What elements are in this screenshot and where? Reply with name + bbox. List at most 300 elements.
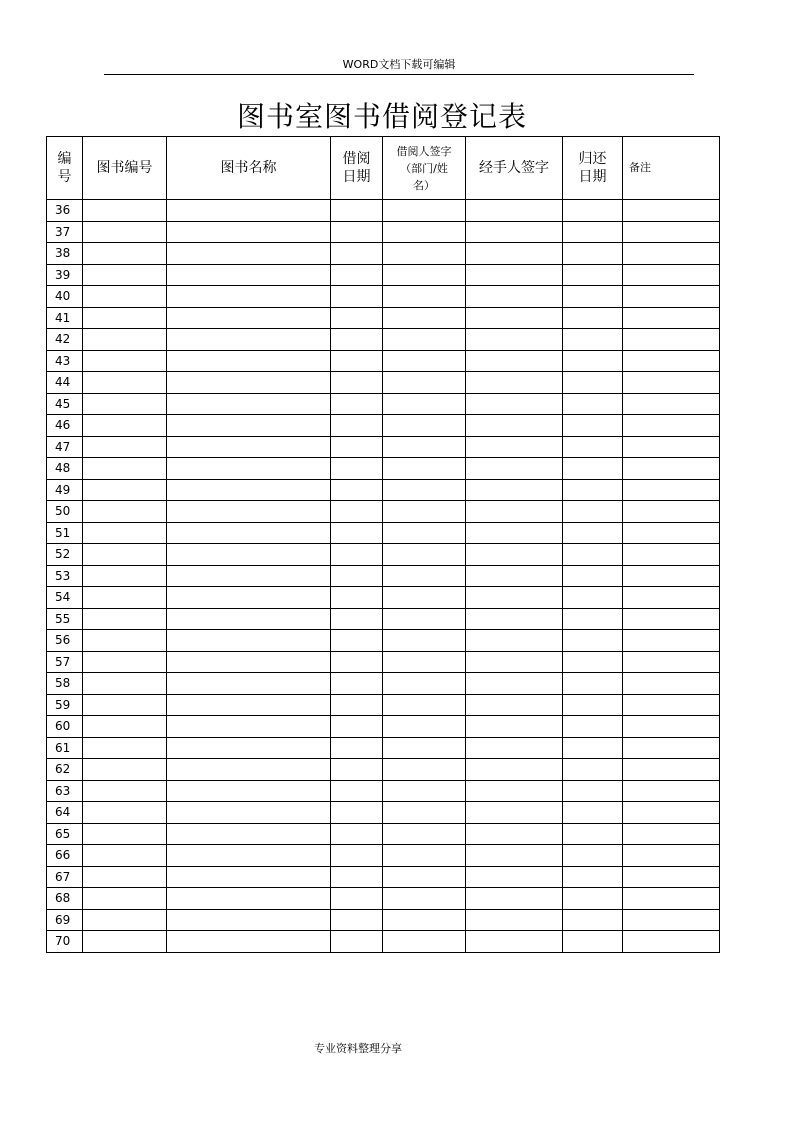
cell-remark[interactable]: [623, 759, 720, 781]
cell-remark[interactable]: [623, 565, 720, 587]
table-row: [47, 608, 720, 630]
cell-remark[interactable]: [623, 501, 720, 523]
cell-borrow-date[interactable]: [331, 200, 383, 222]
cell-borrow-date[interactable]: [331, 458, 383, 480]
cell-book-no[interactable]: [83, 888, 167, 910]
cell-book-no[interactable]: [83, 522, 167, 544]
cell-book-name[interactable]: [167, 243, 331, 265]
cell-book-name[interactable]: [167, 264, 331, 286]
column-header-return-date: [563, 137, 623, 200]
cell-book-no[interactable]: [83, 372, 167, 394]
cell-handler-sign[interactable]: [466, 931, 563, 953]
row-number-cell: 39: [47, 264, 83, 286]
cell-borrow-date[interactable]: [331, 759, 383, 781]
cell-handler-sign[interactable]: [466, 522, 563, 544]
cell-remark[interactable]: [623, 802, 720, 824]
cell-book-no[interactable]: [83, 608, 167, 630]
cell-borrower-sign[interactable]: [383, 221, 466, 243]
column-header-borrower-sign-line1: 借阅人签字: [396, 144, 452, 158]
cell-handler-sign[interactable]: [466, 286, 563, 308]
cell-book-no[interactable]: [83, 393, 167, 415]
table-row: [47, 630, 720, 652]
table-row: [47, 200, 720, 222]
cell-borrow-date[interactable]: [331, 565, 383, 587]
cell-remark[interactable]: [623, 737, 720, 759]
cell-borrower-sign[interactable]: [383, 479, 466, 501]
cell-handler-sign[interactable]: [466, 759, 563, 781]
cell-handler-sign[interactable]: [466, 694, 563, 716]
cell-borrow-date[interactable]: [331, 694, 383, 716]
cell-book-name[interactable]: [167, 393, 331, 415]
column-header-remark: 备注: [623, 137, 720, 200]
row-number-cell: 68: [47, 888, 83, 910]
cell-return-date[interactable]: [563, 931, 623, 953]
cell-book-no[interactable]: [83, 307, 167, 329]
column-header-borrower-sign: [383, 137, 466, 200]
cell-return-date[interactable]: [563, 694, 623, 716]
cell-book-name[interactable]: [167, 479, 331, 501]
cell-return-date[interactable]: [563, 393, 623, 415]
cell-handler-sign[interactable]: [466, 608, 563, 630]
column-header-return-date-line1: 归还: [578, 151, 607, 167]
cell-return-date[interactable]: [563, 200, 623, 222]
cell-remark[interactable]: [623, 200, 720, 222]
cell-borrower-sign[interactable]: [383, 759, 466, 781]
cell-borrower-sign[interactable]: [383, 931, 466, 953]
cell-book-no[interactable]: [83, 436, 167, 458]
cell-borrow-date[interactable]: [331, 436, 383, 458]
cell-book-name[interactable]: [167, 221, 331, 243]
cell-book-no[interactable]: [83, 780, 167, 802]
cell-return-date[interactable]: [563, 243, 623, 265]
cell-remark[interactable]: [623, 608, 720, 630]
cell-book-no[interactable]: [83, 501, 167, 523]
table-row: [47, 673, 720, 695]
cell-borrower-sign[interactable]: [383, 587, 466, 609]
cell-return-date[interactable]: [563, 415, 623, 437]
table-row: [47, 436, 720, 458]
row-number-cell: 45: [47, 393, 83, 415]
cell-return-date[interactable]: [563, 221, 623, 243]
cell-borrow-date[interactable]: [331, 372, 383, 394]
column-header-return-date-line2: 日期: [578, 169, 607, 185]
cell-book-no[interactable]: [83, 909, 167, 931]
cell-book-no[interactable]: [83, 737, 167, 759]
cell-borrow-date[interactable]: [331, 716, 383, 738]
cell-handler-sign[interactable]: [466, 673, 563, 695]
row-number-cell: 64: [47, 802, 83, 824]
cell-remark[interactable]: [623, 931, 720, 953]
table-row: [47, 931, 720, 953]
cell-borrow-date[interactable]: [331, 307, 383, 329]
cell-handler-sign[interactable]: [466, 866, 563, 888]
cell-borrower-sign[interactable]: [383, 393, 466, 415]
cell-borrow-date[interactable]: [331, 415, 383, 437]
cell-book-no[interactable]: [83, 866, 167, 888]
cell-borrow-date[interactable]: [331, 673, 383, 695]
cell-return-date[interactable]: [563, 716, 623, 738]
cell-return-date[interactable]: [563, 759, 623, 781]
table-row: [47, 329, 720, 351]
cell-book-no[interactable]: [83, 673, 167, 695]
cell-book-name[interactable]: [167, 372, 331, 394]
cell-handler-sign[interactable]: [466, 651, 563, 673]
table-header-row: [47, 137, 720, 200]
table-row: [47, 544, 720, 566]
row-number-cell: 51: [47, 522, 83, 544]
cell-remark[interactable]: [623, 522, 720, 544]
cell-remark[interactable]: [623, 372, 720, 394]
cell-return-date[interactable]: [563, 651, 623, 673]
cell-handler-sign[interactable]: [466, 372, 563, 394]
cell-return-date[interactable]: [563, 372, 623, 394]
cell-borrow-date[interactable]: [331, 522, 383, 544]
cell-borrower-sign[interactable]: [383, 565, 466, 587]
cell-book-name[interactable]: [167, 350, 331, 372]
cell-borrow-date[interactable]: [331, 931, 383, 953]
table-row: [47, 307, 720, 329]
cell-handler-sign[interactable]: [466, 565, 563, 587]
cell-remark[interactable]: [623, 415, 720, 437]
cell-remark[interactable]: [623, 393, 720, 415]
cell-handler-sign[interactable]: [466, 909, 563, 931]
cell-handler-sign[interactable]: [466, 350, 563, 372]
cell-book-name[interactable]: [167, 845, 331, 867]
cell-book-name[interactable]: [167, 329, 331, 351]
document-title: 图书室图书借阅登记表: [236, 100, 527, 133]
cell-return-date[interactable]: [563, 608, 623, 630]
row-number-cell: 69: [47, 909, 83, 931]
cell-borrow-date[interactable]: [331, 329, 383, 351]
cell-book-name[interactable]: [167, 458, 331, 480]
row-number-cell: 41: [47, 307, 83, 329]
cell-remark[interactable]: [623, 436, 720, 458]
cell-book-name[interactable]: [167, 651, 331, 673]
cell-book-name[interactable]: [167, 307, 331, 329]
cell-handler-sign[interactable]: [466, 221, 563, 243]
cell-remark[interactable]: [623, 866, 720, 888]
cell-handler-sign[interactable]: [466, 845, 563, 867]
cell-borrower-sign[interactable]: [383, 823, 466, 845]
cell-book-name[interactable]: [167, 415, 331, 437]
cell-handler-sign[interactable]: [466, 436, 563, 458]
cell-borrower-sign[interactable]: [383, 866, 466, 888]
cell-book-name[interactable]: [167, 780, 331, 802]
cell-borrower-sign[interactable]: [383, 888, 466, 910]
cell-remark[interactable]: [623, 587, 720, 609]
cell-borrow-date[interactable]: [331, 350, 383, 372]
cell-handler-sign[interactable]: [466, 737, 563, 759]
cell-return-date[interactable]: [563, 479, 623, 501]
cell-return-date[interactable]: [563, 823, 623, 845]
row-number-cell: 53: [47, 565, 83, 587]
cell-handler-sign[interactable]: [466, 200, 563, 222]
cell-return-date[interactable]: [563, 587, 623, 609]
page-footer: 专业资料整理分享: [314, 1042, 402, 1055]
cell-return-date[interactable]: [563, 780, 623, 802]
table-row: [47, 909, 720, 931]
cell-return-date[interactable]: [563, 329, 623, 351]
cell-return-date[interactable]: [563, 522, 623, 544]
cell-book-name[interactable]: [167, 694, 331, 716]
cell-borrow-date[interactable]: [331, 866, 383, 888]
cell-return-date[interactable]: [563, 501, 623, 523]
cell-borrower-sign[interactable]: [383, 415, 466, 437]
cell-book-name[interactable]: [167, 866, 331, 888]
cell-borrow-date[interactable]: [331, 608, 383, 630]
cell-book-name[interactable]: [167, 823, 331, 845]
cell-book-no[interactable]: [83, 759, 167, 781]
cell-book-no[interactable]: [83, 651, 167, 673]
cell-borrower-sign[interactable]: [383, 350, 466, 372]
cell-book-name[interactable]: [167, 630, 331, 652]
table-row: [47, 888, 720, 910]
cell-book-no[interactable]: [83, 630, 167, 652]
table-row: [47, 501, 720, 523]
cell-borrow-date[interactable]: [331, 888, 383, 910]
cell-remark[interactable]: [623, 673, 720, 695]
cell-borrower-sign[interactable]: [383, 286, 466, 308]
cell-book-name[interactable]: [167, 522, 331, 544]
cell-borrower-sign[interactable]: [383, 307, 466, 329]
cell-handler-sign[interactable]: [466, 393, 563, 415]
cell-return-date[interactable]: [563, 909, 623, 931]
cell-handler-sign[interactable]: [466, 716, 563, 738]
cell-remark[interactable]: [623, 243, 720, 265]
cell-book-no[interactable]: [83, 200, 167, 222]
cell-remark[interactable]: [623, 221, 720, 243]
cell-book-name[interactable]: [167, 759, 331, 781]
cell-handler-sign[interactable]: [466, 780, 563, 802]
cell-book-name[interactable]: [167, 673, 331, 695]
cell-borrower-sign[interactable]: [383, 802, 466, 824]
cell-handler-sign[interactable]: [466, 479, 563, 501]
column-header-borrow-date: [331, 137, 383, 200]
cell-borrower-sign[interactable]: [383, 694, 466, 716]
cell-borrower-sign[interactable]: [383, 630, 466, 652]
row-number-cell: 55: [47, 608, 83, 630]
cell-book-no[interactable]: [83, 802, 167, 824]
cell-borrow-date[interactable]: [331, 587, 383, 609]
cell-return-date[interactable]: [563, 866, 623, 888]
cell-borrower-sign[interactable]: [383, 501, 466, 523]
row-number-cell: 59: [47, 694, 83, 716]
cell-book-name[interactable]: [167, 909, 331, 931]
row-number-cell: 42: [47, 329, 83, 351]
cell-borrower-sign[interactable]: [383, 264, 466, 286]
cell-remark[interactable]: [623, 544, 720, 566]
cell-borrower-sign[interactable]: [383, 673, 466, 695]
cell-handler-sign[interactable]: [466, 630, 563, 652]
cell-return-date[interactable]: [563, 286, 623, 308]
cell-handler-sign[interactable]: [466, 501, 563, 523]
cell-book-no[interactable]: [83, 243, 167, 265]
table-row: [47, 243, 720, 265]
column-header-handler-sign: 经手人签字: [466, 137, 563, 200]
cell-borrow-date[interactable]: [331, 651, 383, 673]
row-number-cell: 57: [47, 651, 83, 673]
cell-return-date[interactable]: [563, 436, 623, 458]
cell-borrower-sign[interactable]: [383, 716, 466, 738]
table-row: [47, 802, 720, 824]
cell-book-name[interactable]: [167, 587, 331, 609]
cell-borrow-date[interactable]: [331, 501, 383, 523]
row-number-cell: 36: [47, 200, 83, 222]
cell-book-no[interactable]: [83, 565, 167, 587]
cell-book-no[interactable]: [83, 544, 167, 566]
cell-return-date[interactable]: [563, 737, 623, 759]
cell-book-no[interactable]: [83, 931, 167, 953]
cell-book-no[interactable]: [83, 716, 167, 738]
cell-remark[interactable]: [623, 694, 720, 716]
cell-return-date[interactable]: [563, 544, 623, 566]
cell-borrow-date[interactable]: [331, 802, 383, 824]
cell-handler-sign[interactable]: [466, 415, 563, 437]
cell-borrow-date[interactable]: [331, 909, 383, 931]
cell-book-name[interactable]: [167, 802, 331, 824]
cell-remark[interactable]: [623, 888, 720, 910]
cell-handler-sign[interactable]: [466, 329, 563, 351]
cell-book-no[interactable]: [83, 587, 167, 609]
cell-remark[interactable]: [623, 716, 720, 738]
cell-book-no[interactable]: [83, 350, 167, 372]
cell-book-no[interactable]: [83, 221, 167, 243]
table-row: [47, 264, 720, 286]
column-header-no-line1: 编: [57, 151, 72, 167]
cell-book-name[interactable]: [167, 565, 331, 587]
row-number-cell: 61: [47, 737, 83, 759]
cell-borrower-sign[interactable]: [383, 372, 466, 394]
cell-book-no[interactable]: [83, 264, 167, 286]
table-row: [47, 415, 720, 437]
cell-borrower-sign[interactable]: [383, 544, 466, 566]
cell-book-name[interactable]: [167, 544, 331, 566]
cell-remark[interactable]: [623, 845, 720, 867]
cell-handler-sign[interactable]: [466, 823, 563, 845]
column-header-borrower-sign-line3: 名）: [413, 178, 435, 192]
cell-book-name[interactable]: [167, 200, 331, 222]
cell-remark[interactable]: [623, 823, 720, 845]
cell-remark[interactable]: [623, 286, 720, 308]
cell-return-date[interactable]: [563, 630, 623, 652]
cell-return-date[interactable]: [563, 307, 623, 329]
cell-remark[interactable]: [623, 630, 720, 652]
row-number-cell: 38: [47, 243, 83, 265]
cell-return-date[interactable]: [563, 673, 623, 695]
cell-remark[interactable]: [623, 350, 720, 372]
cell-borrower-sign[interactable]: [383, 436, 466, 458]
cell-handler-sign[interactable]: [466, 264, 563, 286]
cell-remark[interactable]: [623, 458, 720, 480]
row-number-cell: 54: [47, 587, 83, 609]
cell-book-no[interactable]: [83, 286, 167, 308]
cell-borrow-date[interactable]: [331, 823, 383, 845]
cell-borrow-date[interactable]: [331, 264, 383, 286]
column-header-no: [47, 137, 83, 200]
cell-borrow-date[interactable]: [331, 737, 383, 759]
cell-book-no[interactable]: [83, 458, 167, 480]
cell-borrower-sign[interactable]: [383, 522, 466, 544]
cell-handler-sign[interactable]: [466, 243, 563, 265]
cell-borrower-sign[interactable]: [383, 909, 466, 931]
row-number-cell: 52: [47, 544, 83, 566]
row-number-cell: 46: [47, 415, 83, 437]
cell-borrower-sign[interactable]: [383, 243, 466, 265]
cell-book-no[interactable]: [83, 823, 167, 845]
table-row: [47, 458, 720, 480]
cell-book-name[interactable]: [167, 608, 331, 630]
column-header-borrower-sign-line2: （部门/姓: [400, 161, 448, 175]
cell-handler-sign[interactable]: [466, 888, 563, 910]
cell-borrower-sign[interactable]: [383, 651, 466, 673]
cell-remark[interactable]: [623, 264, 720, 286]
cell-borrow-date[interactable]: [331, 393, 383, 415]
cell-remark[interactable]: [623, 479, 720, 501]
cell-book-name[interactable]: [167, 737, 331, 759]
cell-book-name[interactable]: [167, 501, 331, 523]
cell-handler-sign[interactable]: [466, 802, 563, 824]
cell-borrow-date[interactable]: [331, 630, 383, 652]
cell-remark[interactable]: [623, 909, 720, 931]
cell-remark[interactable]: [623, 651, 720, 673]
table-row: [47, 479, 720, 501]
cell-return-date[interactable]: [563, 565, 623, 587]
cell-handler-sign[interactable]: [466, 544, 563, 566]
cell-borrower-sign[interactable]: [383, 845, 466, 867]
cell-borrow-date[interactable]: [331, 286, 383, 308]
cell-book-no[interactable]: [83, 479, 167, 501]
cell-borrow-date[interactable]: [331, 780, 383, 802]
cell-borrower-sign[interactable]: [383, 608, 466, 630]
cell-return-date[interactable]: [563, 264, 623, 286]
cell-borrower-sign[interactable]: [383, 737, 466, 759]
cell-book-name[interactable]: [167, 436, 331, 458]
cell-book-name[interactable]: [167, 888, 331, 910]
cell-borrow-date[interactable]: [331, 243, 383, 265]
cell-handler-sign[interactable]: [466, 587, 563, 609]
cell-return-date[interactable]: [563, 802, 623, 824]
column-header-borrow-date-line2: 日期: [342, 169, 371, 185]
cell-remark[interactable]: [623, 307, 720, 329]
cell-book-name[interactable]: [167, 716, 331, 738]
cell-borrower-sign[interactable]: [383, 200, 466, 222]
cell-remark[interactable]: [623, 780, 720, 802]
cell-borrow-date[interactable]: [331, 479, 383, 501]
cell-book-no[interactable]: [83, 845, 167, 867]
cell-borrower-sign[interactable]: [383, 329, 466, 351]
cell-borrow-date[interactable]: [331, 845, 383, 867]
cell-return-date[interactable]: [563, 888, 623, 910]
cell-book-no[interactable]: [83, 415, 167, 437]
cell-borrow-date[interactable]: [331, 221, 383, 243]
cell-book-name[interactable]: [167, 931, 331, 953]
cell-handler-sign[interactable]: [466, 458, 563, 480]
page-header: WORD文档下载可编辑: [342, 58, 456, 71]
cell-handler-sign[interactable]: [466, 307, 563, 329]
cell-borrower-sign[interactable]: [383, 780, 466, 802]
cell-borrow-date[interactable]: [331, 544, 383, 566]
cell-return-date[interactable]: [563, 350, 623, 372]
cell-return-date[interactable]: [563, 458, 623, 480]
table-row: [47, 866, 720, 888]
cell-borrower-sign[interactable]: [383, 458, 466, 480]
cell-book-name[interactable]: [167, 286, 331, 308]
cell-return-date[interactable]: [563, 845, 623, 867]
table-row: [47, 823, 720, 845]
cell-book-no[interactable]: [83, 694, 167, 716]
cell-book-no[interactable]: [83, 329, 167, 351]
cell-remark[interactable]: [623, 329, 720, 351]
